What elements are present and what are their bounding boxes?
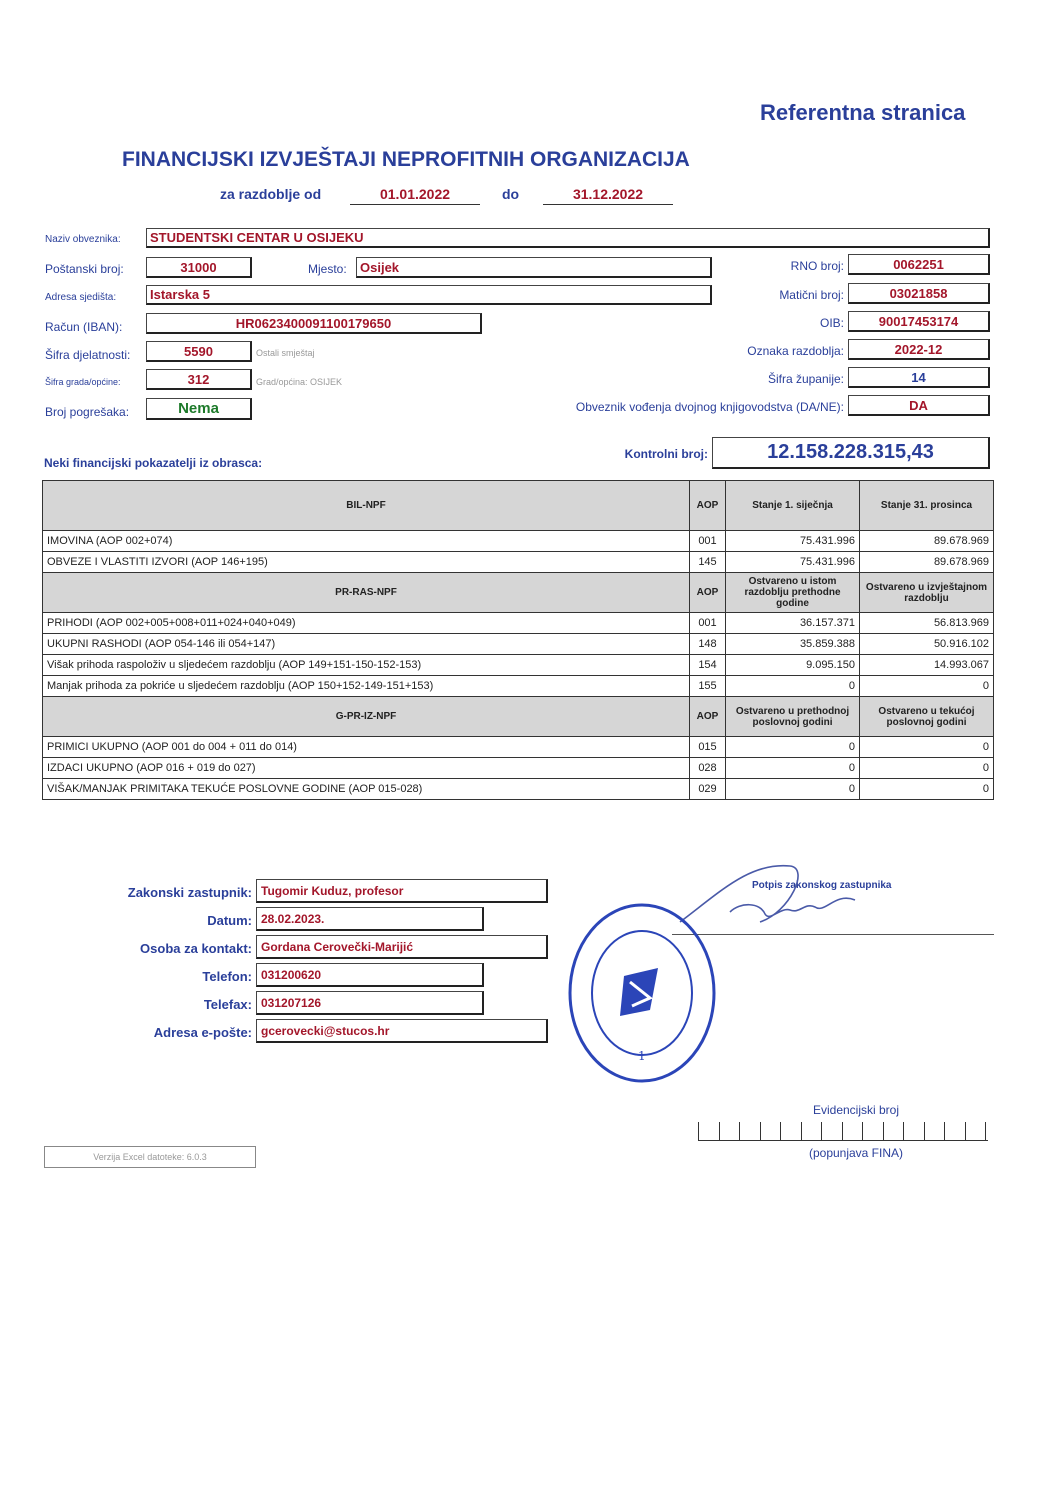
period-to: 31.12.2022 — [543, 186, 673, 205]
djelatnost-field: 5590 — [146, 341, 252, 362]
evidencijski-tick — [842, 1122, 843, 1140]
evidencijski-tick — [944, 1122, 945, 1140]
racun-label: Račun (IBAN): — [45, 320, 123, 334]
signature-label: Potpis zakonskog zastupnika — [752, 880, 892, 891]
row-value: 50.916.102 — [860, 634, 994, 655]
row-value: 14.993.067 — [860, 655, 994, 676]
razdoblje-field: 2022-12 — [848, 339, 990, 360]
razdoblje-label: Oznaka razdoblja: — [747, 344, 844, 358]
table-header-cell: Ostvareno u prethodnoj poslovnoj godini — [726, 697, 860, 737]
row-value: 36.157.371 — [726, 613, 860, 634]
djelatnost-label: Šifra djelatnosti: — [45, 348, 131, 362]
evidencijski-tick — [924, 1122, 925, 1140]
row-value: 0 — [726, 758, 860, 779]
racun-field: HR0623400091100179650 — [146, 313, 482, 334]
grad-field: 312 — [146, 369, 252, 390]
datum-label: Datum: — [207, 913, 252, 928]
row-value: 0 — [860, 779, 994, 800]
evidencijski-tick — [801, 1122, 802, 1140]
evidencijski-tick — [698, 1122, 699, 1140]
popunjava-note: (popunjava FINA) — [808, 1146, 904, 1160]
table-header-cell: Ostvareno u izvještajnom razdoblju — [860, 573, 994, 613]
table-header-cell: AOP — [690, 481, 726, 531]
row-value: 0 — [860, 758, 994, 779]
zupanija-label: Šifra županije: — [767, 372, 844, 386]
row-value: 0 — [726, 676, 860, 697]
page-title: FINANCIJSKI IZVJEŠTAJI NEPROFITNIH ORGANIZACIJA — [122, 148, 690, 171]
mjesto-label: Mjesto: — [308, 262, 347, 276]
oib-label: OIB: — [819, 316, 844, 330]
postanski-label: Poštanski broj: — [45, 262, 124, 276]
evidencijski-tick — [985, 1122, 986, 1140]
zastupnik-label: Zakonski zastupnik: — [127, 885, 252, 900]
table-row — [43, 758, 994, 779]
financial-table — [42, 480, 994, 800]
datum-field: 28.02.2023. — [256, 907, 484, 931]
period-from: 01.01.2022 — [350, 186, 480, 205]
row-value: 0 — [860, 737, 994, 758]
row-label: PRIMICI UKUPNO (AOP 001 do 004 + 011 do 014) — [43, 737, 690, 758]
adresa-label: Adresa sjedišta: — [45, 292, 117, 303]
row-label: IMOVINA (AOP 002+074) — [43, 531, 690, 552]
row-label: PRIHODI (AOP 002+005+008+011+024+040+049) — [43, 613, 690, 634]
table-header-row — [43, 481, 994, 531]
table-header-cell: BIL-NPF — [43, 481, 690, 531]
table-row — [43, 634, 994, 655]
row-value: 75.431.996 — [726, 552, 860, 573]
table-row — [43, 676, 994, 697]
naziv-field: STUDENTSKI CENTAR U OSIJEKU — [146, 228, 990, 248]
row-label: Višak prihoda raspoloživ u sljedećem razdoblju (AOP 149+151-150-152-153) — [43, 655, 690, 676]
rno-field: 0062251 — [848, 254, 990, 275]
period-to-label: do — [502, 186, 520, 202]
kontrolni-field: 12.158.228.315,43 — [712, 437, 990, 469]
maticni-label: Matični broj: — [779, 288, 844, 302]
row-aop: 001 — [690, 531, 726, 552]
email-field: gcerovecki@stucos.hr — [256, 1019, 548, 1043]
row-value: 35.859.388 — [726, 634, 860, 655]
telefax-field: 031207126 — [256, 991, 484, 1015]
table-header-cell: PR-RAS-NPF — [43, 573, 690, 613]
table-header-cell: Stanje 1. siječnja — [726, 481, 860, 531]
pogreske-field: Nema — [146, 398, 252, 420]
kontrolni-label: Kontrolni broj: — [624, 447, 708, 461]
pokazatelji-label: Neki financijski pokazatelji iz obrasca: — [44, 456, 263, 470]
version-box: Verzija Excel datoteke: 6.0.3 — [44, 1146, 256, 1168]
table-row — [43, 613, 994, 634]
svg-text:1: 1 — [638, 1049, 646, 1063]
table-header-row — [43, 697, 994, 737]
grad-label: Šifra grada/općine: — [45, 377, 121, 387]
row-value: 75.431.996 — [726, 531, 860, 552]
evidencijski-tick — [965, 1122, 966, 1140]
row-aop: 001 — [690, 613, 726, 634]
table-row — [43, 779, 994, 800]
row-label: UKUPNI RASHODI (AOP 054-146 ili 054+147) — [43, 634, 690, 655]
table-row — [43, 737, 994, 758]
row-value: 0 — [726, 737, 860, 758]
row-label: Manjak prihoda za pokriće u sljedećem razdoblju (AOP 150+152-149-151+153) — [43, 676, 690, 697]
row-aop: 028 — [690, 758, 726, 779]
evidencijski-label: Evidencijski broj — [812, 1103, 900, 1117]
row-aop: 015 — [690, 737, 726, 758]
telefon-field: 031200620 — [256, 963, 484, 987]
row-aop: 029 — [690, 779, 726, 800]
adresa-field: Istarska 5 — [146, 285, 712, 305]
maticni-field: 03021858 — [848, 283, 990, 304]
row-value: 0 — [860, 676, 994, 697]
row-label: OBVEZE I VLASTITI IZVORI (AOP 146+195) — [43, 552, 690, 573]
evidencijski-tick — [719, 1122, 720, 1140]
djelatnost-desc: Ostali smještaj — [256, 348, 315, 358]
telefon-label: Telefon: — [202, 969, 252, 984]
zastupnik-field: Tugomir Kuduz, profesor — [256, 879, 548, 903]
table-header-cell: AOP — [690, 697, 726, 737]
row-aop: 145 — [690, 552, 726, 573]
dvojno-label: Obveznik vođenja dvojnog knjigovodstva (DA/NE): — [575, 400, 844, 414]
telefax-label: Telefax: — [203, 997, 252, 1012]
row-label: VIŠAK/MANJAK PRIMITAKA TEKUĆE POSLOVNE GODINE (AOP 015-028) — [43, 779, 690, 800]
evidencijski-tick — [739, 1122, 740, 1140]
table-row — [43, 552, 994, 573]
rno-label: RNO broj: — [790, 259, 844, 273]
pogreske-label: Broj pogrešaka: — [45, 405, 130, 419]
dvojno-field: DA — [848, 395, 990, 416]
table-header-row — [43, 573, 994, 613]
grad-desc: Grad/općina: OSIJEK — [256, 377, 343, 387]
row-value: 0 — [726, 779, 860, 800]
email-label: Adresa e-pošte: — [153, 1025, 252, 1040]
row-value: 9.095.150 — [726, 655, 860, 676]
table-header-cell: Ostvareno u istom razdoblju prethodne godine — [726, 573, 860, 613]
mjesto-field: Osijek — [356, 257, 712, 278]
naziv-label: Naziv obveznika: — [45, 234, 121, 245]
row-aop: 154 — [690, 655, 726, 676]
row-aop: 155 — [690, 676, 726, 697]
period-label: za razdoblje od — [220, 186, 322, 202]
zupanija-field: 14 — [848, 367, 990, 388]
row-value: 89.678.969 — [860, 552, 994, 573]
evidencijski-tick — [821, 1122, 822, 1140]
osoba-label: Osoba za kontakt: — [140, 941, 252, 956]
table-header-cell: Stanje 31. prosinca — [860, 481, 994, 531]
seal-stamp-icon — [562, 898, 722, 1088]
evidencijski-boxes — [698, 1122, 988, 1141]
table-row — [43, 531, 994, 552]
osoba-field: Gordana Cerovečki-Marijić — [256, 935, 548, 959]
oib-field: 90017453174 — [848, 311, 990, 332]
table-header-cell: G-PR-IZ-NPF — [43, 697, 690, 737]
row-value: 56.813.969 — [860, 613, 994, 634]
row-label: IZDACI UKUPNO (AOP 016 + 019 do 027) — [43, 758, 690, 779]
table-row — [43, 655, 994, 676]
row-aop: 148 — [690, 634, 726, 655]
postanski-field: 31000 — [146, 257, 252, 278]
evidencijski-tick — [780, 1122, 781, 1140]
evidencijski-tick — [862, 1122, 863, 1140]
row-value: 89.678.969 — [860, 531, 994, 552]
evidencijski-tick — [760, 1122, 761, 1140]
table-header-cell: AOP — [690, 573, 726, 613]
table-header-cell: Ostvareno u tekućoj poslovnoj godini — [860, 697, 994, 737]
evidencijski-tick — [903, 1122, 904, 1140]
evidencijski-tick — [883, 1122, 884, 1140]
reference-title: Referentna stranica — [760, 100, 966, 125]
